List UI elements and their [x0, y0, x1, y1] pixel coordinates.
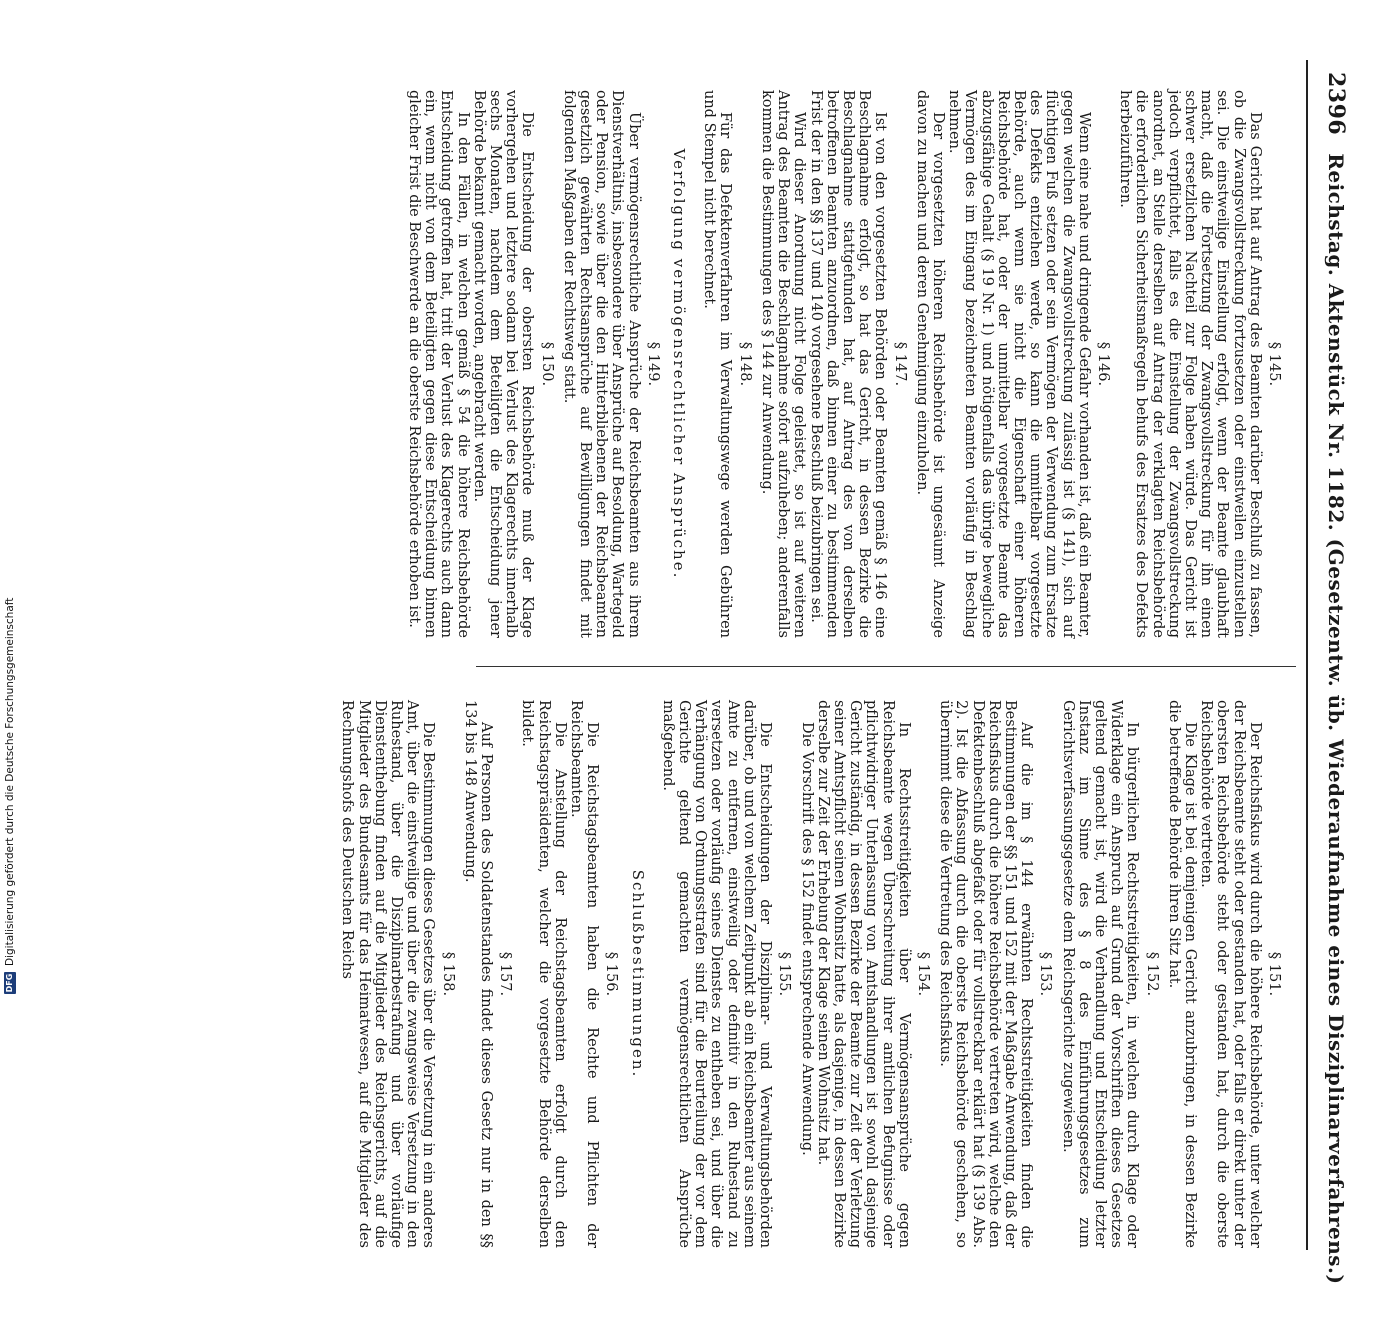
- section-number: § 151.: [1266, 951, 1282, 997]
- paragraph: In Rechtsstreitigkeiten über Vermögensansprüche gegen Reichsbeamte wegen Überschreitung ihrer amtlichen Befugnisse oder pflichtwidriger Unterlassung von Amtshandlungen ist sowohl dasjenige Gericht zuständig, in dessen Bezirke der Beamte zur Zeit der Verletzung seiner Amtspflicht seinen Wohnsitz hatte, als dasjenige, in dessen Bezirke derselbe zur Zeit der Erhebung der Klage seinen Wohnsitz hat.: [814, 700, 912, 1248]
- section-number: § 146.: [1094, 341, 1111, 387]
- section-number: § 154.: [914, 951, 931, 997]
- section-number: § 148.: [736, 341, 753, 387]
- paragraph: Wird dieser Anordnung nicht Folge geleistet, so ist auf weiteren Antrag des Beamten die Beschlagnahme sofort aufzuheben; anderenfalls kommen die Bestimmungen des § 144 zur Anwendung.: [758, 90, 808, 638]
- section-number: § 158.: [439, 951, 456, 997]
- digitization-credit-text: Digitalisierung gefördert durch die Deutsche Forschungsgemeinschaft: [4, 597, 16, 966]
- paragraph: Auf die im § 144 erwähnten Rechtsstreitigkeiten finden die Bestimmungen der §§ 151 und 152 mit der Maßgabe Anwendung, daß der Reichsfiskus durch die höhere Reichsbehörde vertreten wird, welche den Defektenbeschluß abgefaßt oder für vollstreckbar erklärt hat (§ 139 Abs. 2). Ist die Abfassung durch die oberste Reichsbehörde geschehen, so übernimmt diese die Vertretung des Reichsfiskus.: [937, 700, 1035, 1248]
- column-divider: [476, 666, 1296, 667]
- paragraph: Die Reichstagsbeamten haben die Rechte und Pflichten der Reichsbeamten.: [568, 700, 601, 1248]
- paragraph: Wenn eine nahe und dringende Gefahr vorhanden ist, daß ein Beamter, gegen welchen die Zwangsvollstreckung zulässig ist (§ 141), sich auf flüchtigen Fuß setzen oder sein Vermögen der Verwendung zum Ersatze des Defekts entziehen werde, so kann die unmittelbar vorgesetzte Behörde, auch wenn sie nicht die Eigenschaft einer höheren Reichsbehörde hat, oder der unmittelbar vorgesetzte Beamte das abzugsfähige Gehalt (§ 19 Nr. 1) und nötigenfalls das übrige bewegliche Vermögen des im Eingang bezeichneten Beamten vorläufig in Beschlag nehmen.: [946, 90, 1092, 638]
- paragraph: Der vorgesetzten höheren Reichsbehörde ist ungesäumt Anzeige davon zu machen und deren Genehmigung einzuholen.: [913, 90, 946, 638]
- paragraph: Über vermögensrechtliche Ansprüche der Reichsbeamten aus ihrem Dienstverhältnis, insbesondere über Ansprüche auf Besoldung, Wartegeld oder Pension, sowie über die den Hinterbliebenen der Reichsbeamten gesetzlich gewährten Rechtsansprüche auf Bewilligungen findet mit folgenden Maßgaben der Rechtsweg statt.: [560, 90, 642, 638]
- paragraph: Die Bestimmungen dieses Gesetzes über die Versetzung in ein anderes Amt, über die einstweilige und über die zwangsweise Versetzung in den Ruhestand, über die Disziplinarbestrafung und über vorläufige Dienstenthebung finden auf die Mitglieder des Reichsgerichts, auf die Mitglieder des Bundesamts für das Heimatwesen, auf die Mitglieder des Rechnungshofs des Deutschen Reichs: [339, 700, 437, 1248]
- section-heading: Schlußbestimmungen.: [628, 869, 647, 1079]
- paragraph: Das Gericht hat auf Antrag des Beamten darüber Beschluß zu fassen, ob die Zwangsvollstreckung fortzusetzen oder einstweilen einzustellen sei. Die einstweilige Einstellung erfolgt, wenn der Beamte glaubhaft macht, daß die Fortsetzung der Zwangsvollstreckung für ihn einen schwer ersetzlichen Nachteil zur Folge haben würde. Das Gericht ist jedoch verpflichtet, falls es die Einstellung der Zwangsvollstreckung anordnet, an Stelle derselben auf Antrag der verklagten Reichsbehörde die erforderlichen Sicherheitsmaßregeln behufs des Ersatzes des Defekts herbeizuführen.: [1117, 90, 1263, 638]
- page-title: Reichstag. Aktenstück Nr. 1182. (Gesetzentw. üb. Wiederaufnahme eines Disziplinarverfahrens.): [1324, 153, 1348, 1285]
- paragraph: Für das Defektenverfahren im Verwaltungswege werden Gebühren und Stempel nicht berechnet.: [701, 90, 734, 638]
- header-rule: [1306, 60, 1308, 1250]
- paragraph: Ist von den vorgesetzten Behörden oder Beamten gemäß § 146 eine Beschlagnahme erfolgt, so hat das Gericht, in dessen Bezirke die Beschlagnahme stattgefunden hat, auf Antrag des von derselben betroffenen Beamten anzuordnen, daß binnen einer zu bestimmenden Frist der in den §§ 137 und 140 vorgesehene Beschluß beizubringen sei.: [807, 90, 889, 638]
- page-number: 2396: [1323, 72, 1349, 136]
- digitization-credit-bar: [0, 0, 20, 1000]
- paragraph: In den Fällen, in welchen gemäß § 54 die höhere Reichsbehörde Entscheidung getroffen hat, tritt der Verlust des Klagerechts auch dann ein, wenn nicht von dem Beteiligten gegen diese Entscheidung binnen gleicher Frist die Beschwerde an die oberste Reichsbehörde erhoben ist.: [406, 90, 471, 638]
- section-number: § 147.: [891, 341, 908, 387]
- section-number: § 149.: [644, 341, 661, 387]
- dfg-logo: DFG: [5, 973, 14, 993]
- section-number: § 152.: [1143, 951, 1160, 997]
- scanned-document-page: [78, 0, 1374, 1285]
- section-number: § 150.: [538, 341, 555, 387]
- left-text-column: [406, 90, 1288, 638]
- paragraph: Die Anstellung der Reichstagsbeamten erfolgt durch den Reichstagspräsidenten, welcher die vorgesetzte Behörde derselben bildet.: [519, 700, 568, 1248]
- section-number: § 145.: [1266, 341, 1282, 387]
- section-heading: Verfolgung vermögensrechtlicher Ansprüche.: [670, 148, 689, 580]
- paragraph: Der Reichsfiskus wird durch die höhere Reichsbehörde, unter welcher der Reichsbeamte steht oder gestanden hat, oder falls er direkt unter der obersten Reichsbehörde steht oder gestanden hat, durch die oberste Reichsbehörde vertreten.: [1198, 700, 1263, 1248]
- section-number: § 153.: [1037, 951, 1054, 997]
- section-number: § 156.: [603, 951, 620, 997]
- page-header: [1312, 72, 1360, 1332]
- paragraph: Die Klage ist bei demjenigen Gericht anzubringen, in dessen Bezirke die betreffende Behörde ihren Sitz hat.: [1165, 700, 1198, 1248]
- paragraph: Die Entscheidung der obersten Reichsbehörde muß der Klage vorhergehen und letztere sodann bei Verlust des Klagerechts innerhalb sechs Monaten, nachdem dem Beteiligten die Entscheidung jener Behörde bekannt gemacht worden, angebracht werden.: [470, 90, 536, 638]
- paragraph: In bürgerlichen Rechtsstreitigkeiten, in welchen durch Klage oder Widerklage ein Anspruch auf Grund der Vorschriften dieses Gesetzes geltend gemacht ist, wird die Verhandlung und Entscheidung letzter Instanz im Sinne des § 8 des Einführungsgesetzes zum Gerichtsverfassungsgesetze dem Reichsgerichte zugewiesen.: [1059, 700, 1141, 1248]
- paragraph: Die Entscheidungen der Disziplinar- und Verwaltungsbehörden darüber, ob und von welchem Zeitpunkt ab ein Reichsbeamter aus seinem Amte zu entfernen, einstweilig oder definitiv in den Ruhestand zu versetzen oder vorläufig seines Dienstes zu entheben sei, und über die Verhängung von Ordnungsstrafen sind für die Beurteilung der vor dem Gerichte geltend gemachten vermögensrechtlichen Ansprüche maßgebend.: [659, 700, 774, 1248]
- paragraph: Die Vorschrift des § 152 findet entsprechende Anwendung.: [798, 722, 815, 1156]
- section-number: § 155.: [776, 951, 793, 997]
- section-number: § 157.: [497, 951, 514, 997]
- right-text-column: [339, 700, 1288, 1248]
- paragraph: Auf Personen des Soldatenstandes findet dieses Gesetz nur in den §§ 134 bis 148 Anwendung.: [461, 700, 495, 1248]
